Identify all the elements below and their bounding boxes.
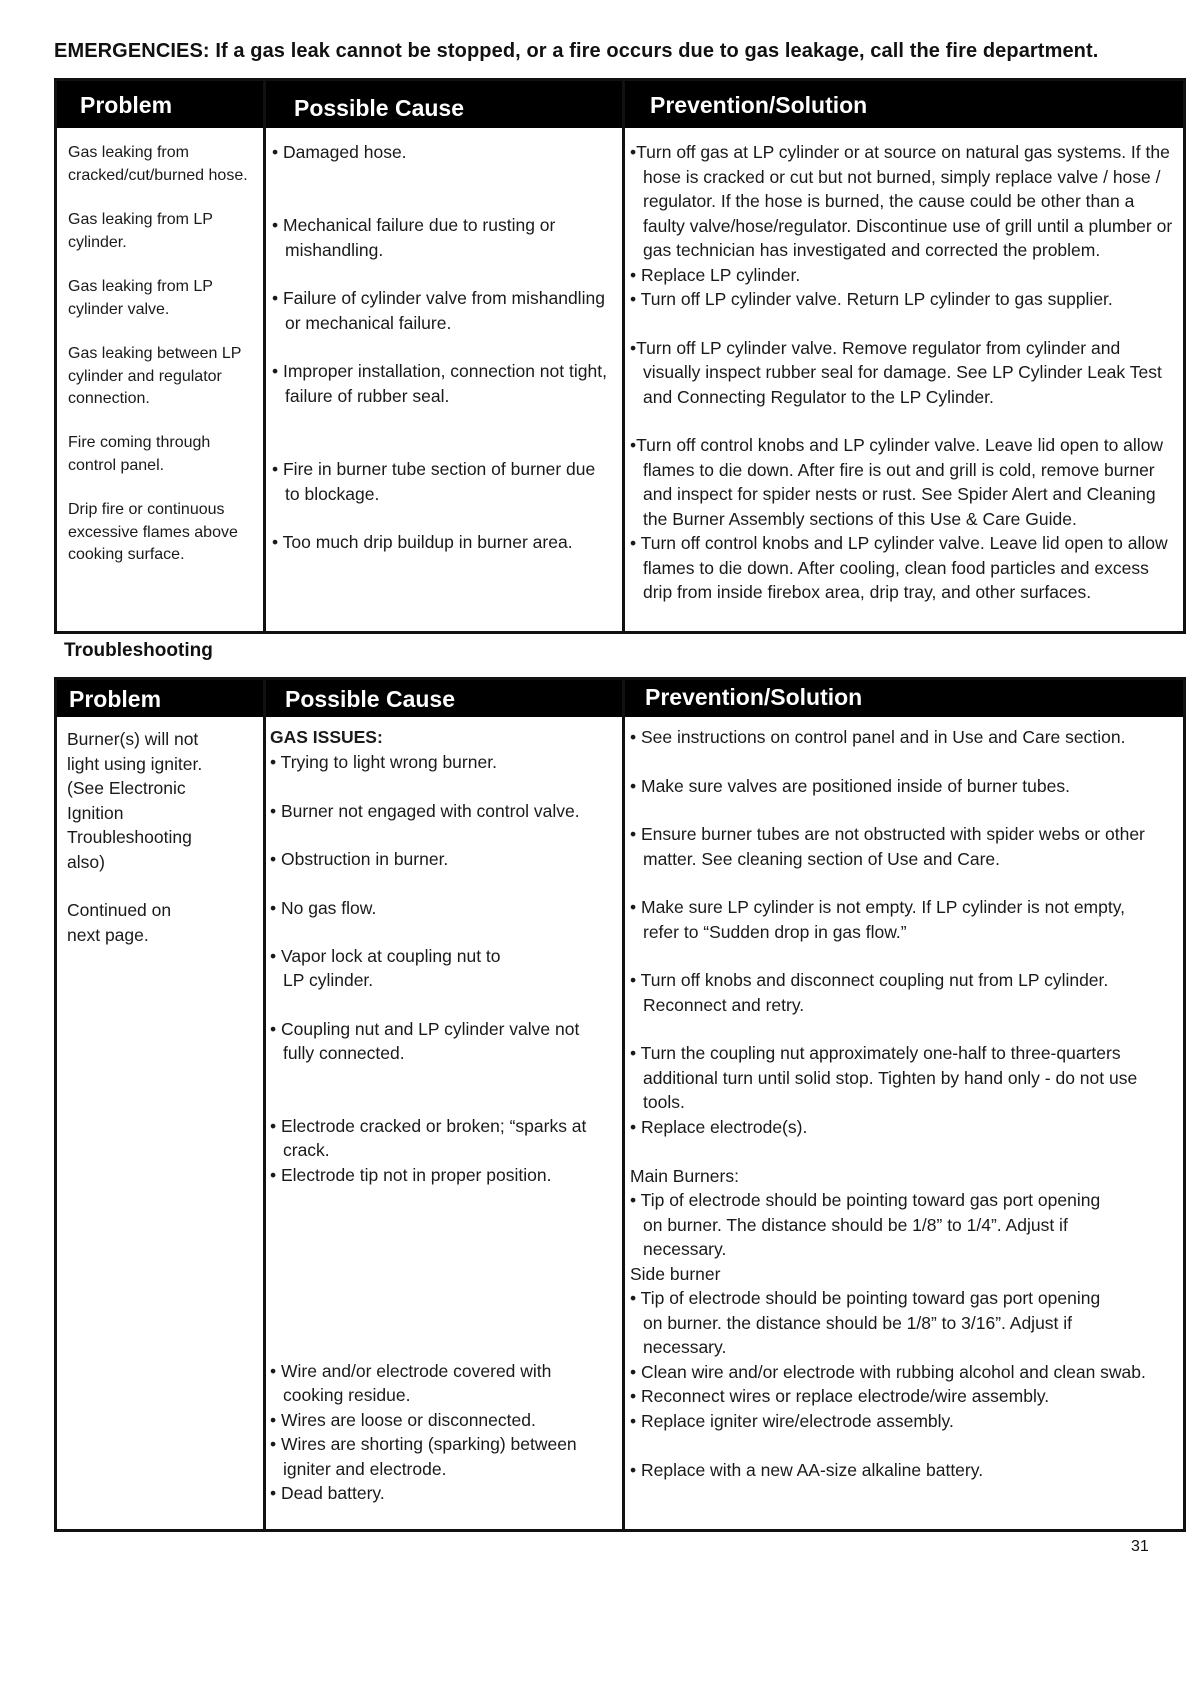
column-divider [622, 680, 625, 1529]
solution-item: • Turn off LP cylinder valve. Return LP cylinder to gas supplier. [630, 289, 1113, 309]
cause-item: • Electrode cracked or broken; “sparks at crack. [270, 1115, 587, 1160]
solution-item: • Make sure valves are positioned inside of burner tubes. [630, 776, 1070, 796]
solution-subheading: Main Burners: [630, 1165, 739, 1186]
emergency-heading: EMERGENCIES: If a gas leak cannot be stopped, or a fire occurs due to gas leakage, call the fire department. [54, 40, 1099, 62]
solution-column [630, 725, 1150, 1482]
section-title: Troubleshooting [64, 640, 213, 661]
cause-item: • Trying to light wrong burner. [270, 751, 497, 772]
table-header [57, 680, 1183, 717]
problem-item: Drip fire or continuous excessive flames above cooking surface. [68, 501, 238, 563]
problem-item: Gas leaking from LP cylinder valve. [68, 278, 213, 318]
cause-item: • Wires are shorting (sparking) between igniter and electrode. [270, 1434, 577, 1479]
cause-item: • Obstruction in burner. [270, 848, 449, 869]
column-divider [622, 81, 625, 631]
continued-note: Continued on next page. [67, 900, 172, 945]
solution-item: • Replace with a new AA-size alkaline battery. [630, 1459, 984, 1480]
cause-item: • Damaged hose. [272, 142, 407, 162]
cause-item: • Mechanical failure due to rusting or mishandling. [272, 215, 556, 260]
header-possible-cause: Possible Cause [294, 95, 465, 121]
header-problem: Problem [80, 92, 173, 118]
cause-column [272, 140, 612, 555]
cause-item: • Wires are loose or disconnected. [270, 1409, 536, 1430]
problem-item: Gas leaking from cracked/cut/burned hose. [68, 144, 248, 184]
problem-item: Fire coming through control panel. [68, 434, 211, 474]
header-problem: Problem [69, 686, 162, 712]
solution-item: •Turn off control knobs and LP cylinder valve. Leave lid open to allow flames to die down. After fire is out and grill is cold, remove burner and inspect for spider nests or rust. See Spider Alert and Cleaning the Burner Assembly sections of this Use & Care Guide. [630, 435, 1164, 529]
problem-text: Burner(s) will not light using igniter. (See Electronic Ignition Troubleshooting also) [67, 729, 203, 872]
solution-item: • Replace igniter wire/electrode assembly. [630, 1410, 954, 1431]
cause-item: • Electrode tip not in proper position. [270, 1164, 552, 1185]
cause-item: • Wire and/or electrode covered with cooking residue. [270, 1360, 552, 1405]
solution-item: • Replace electrode(s). [630, 1116, 808, 1137]
problem-column [67, 727, 207, 947]
solution-item: •Turn off LP cylinder valve. Remove regulator from cylinder and visually inspect rubber seal for damage. See LP Cylinder Leak Test and Connecting Regulator to the LP Cylinder. [630, 337, 1162, 407]
cause-item: • Failure of cylinder valve from mishandling or mechanical failure. [272, 288, 605, 333]
problem-item: Gas leaking between LP cylinder and regulator connection. [68, 345, 242, 407]
solution-item: • Clean wire and/or electrode with rubbing alcohol and clean swab. [630, 1361, 1146, 1382]
cause-column [270, 725, 615, 1506]
column-divider [263, 680, 266, 1529]
cause-item: • Fire in burner tube section of burner due to blockage. [272, 459, 596, 504]
solution-item: • Ensure burner tubes are not obstructed with spider webs or other matter. See cleaning section of Use and Care. [630, 824, 1145, 869]
solution-item: •Turn off gas at LP cylinder or at source on natural gas systems. If the hose is cracked or cut but not burned, simply replace valve / hose / regulator. If the hose is burned, the cause could be other than a faulty valve/hose/regulator. Discontinue use of grill until a plumber or gas technician has investigated and corrected the problem. [630, 142, 1173, 260]
cause-item: • Coupling nut and LP cylinder valve not fully connected. [270, 1018, 580, 1063]
emergency-table [54, 78, 1186, 634]
solution-subheading: Side burner [630, 1263, 721, 1284]
header-prevention-solution: Prevention/Solution [645, 684, 863, 710]
solution-item: • See instructions on control panel and in Use and Care section. [630, 727, 1126, 747]
column-divider [263, 81, 266, 631]
solution-item: • Turn the coupling nut approximately one-half to three-quarters additional turn until solid stop. Tighten by hand only - do not use tools. [630, 1043, 1138, 1112]
cause-item: • Too much drip buildup in burner area. [272, 532, 573, 552]
solution-column [630, 140, 1180, 605]
gas-issues-label: GAS ISSUES: [270, 727, 383, 747]
solution-item: • Tip of electrode should be pointing toward gas port opening on burner. The distance should be 1/8” to 1/4”. Adjust if necessary. [630, 1190, 1101, 1259]
cause-item: • Burner not engaged with control valve. [270, 800, 580, 821]
solution-item: • Turn off control knobs and LP cylinder valve. Leave lid open to allow flames to die down. After cooling, clean food particles and excess drip from inside firebox area, drip tray, and other surfaces. [630, 533, 1168, 602]
problem-item: Gas leaking from LP cylinder. [68, 211, 213, 251]
page-number: 31 [1131, 1538, 1149, 1555]
solution-item: • Tip of electrode should be pointing toward gas port opening on burner. the distance should be 1/8” to 3/16”. Adjust if necessary. [630, 1288, 1101, 1357]
troubleshooting-table [54, 677, 1186, 1532]
solution-item: • Make sure LP cylinder is not empty. If LP cylinder is not empty, refer to “Sudden drop in gas flow.” [630, 897, 1126, 942]
header-prevention-solution: Prevention/Solution [650, 92, 868, 118]
table-header [57, 81, 1183, 128]
solution-item: • Turn off knobs and disconnect coupling nut from LP cylinder. Reconnect and retry. [630, 970, 1109, 1015]
cause-item: • No gas flow. [270, 897, 377, 918]
solution-item: • Replace LP cylinder. [630, 264, 801, 285]
problem-column [68, 142, 258, 567]
cause-item: • Dead battery. [270, 1483, 385, 1503]
cause-item: • Improper installation, connection not tight, failure of rubber seal. [272, 361, 607, 406]
cause-item: • Vapor lock at coupling nut to LP cylinder. [270, 945, 501, 990]
header-possible-cause: Possible Cause [285, 686, 456, 712]
solution-item: • Reconnect wires or replace electrode/wire assembly. [630, 1386, 1050, 1406]
